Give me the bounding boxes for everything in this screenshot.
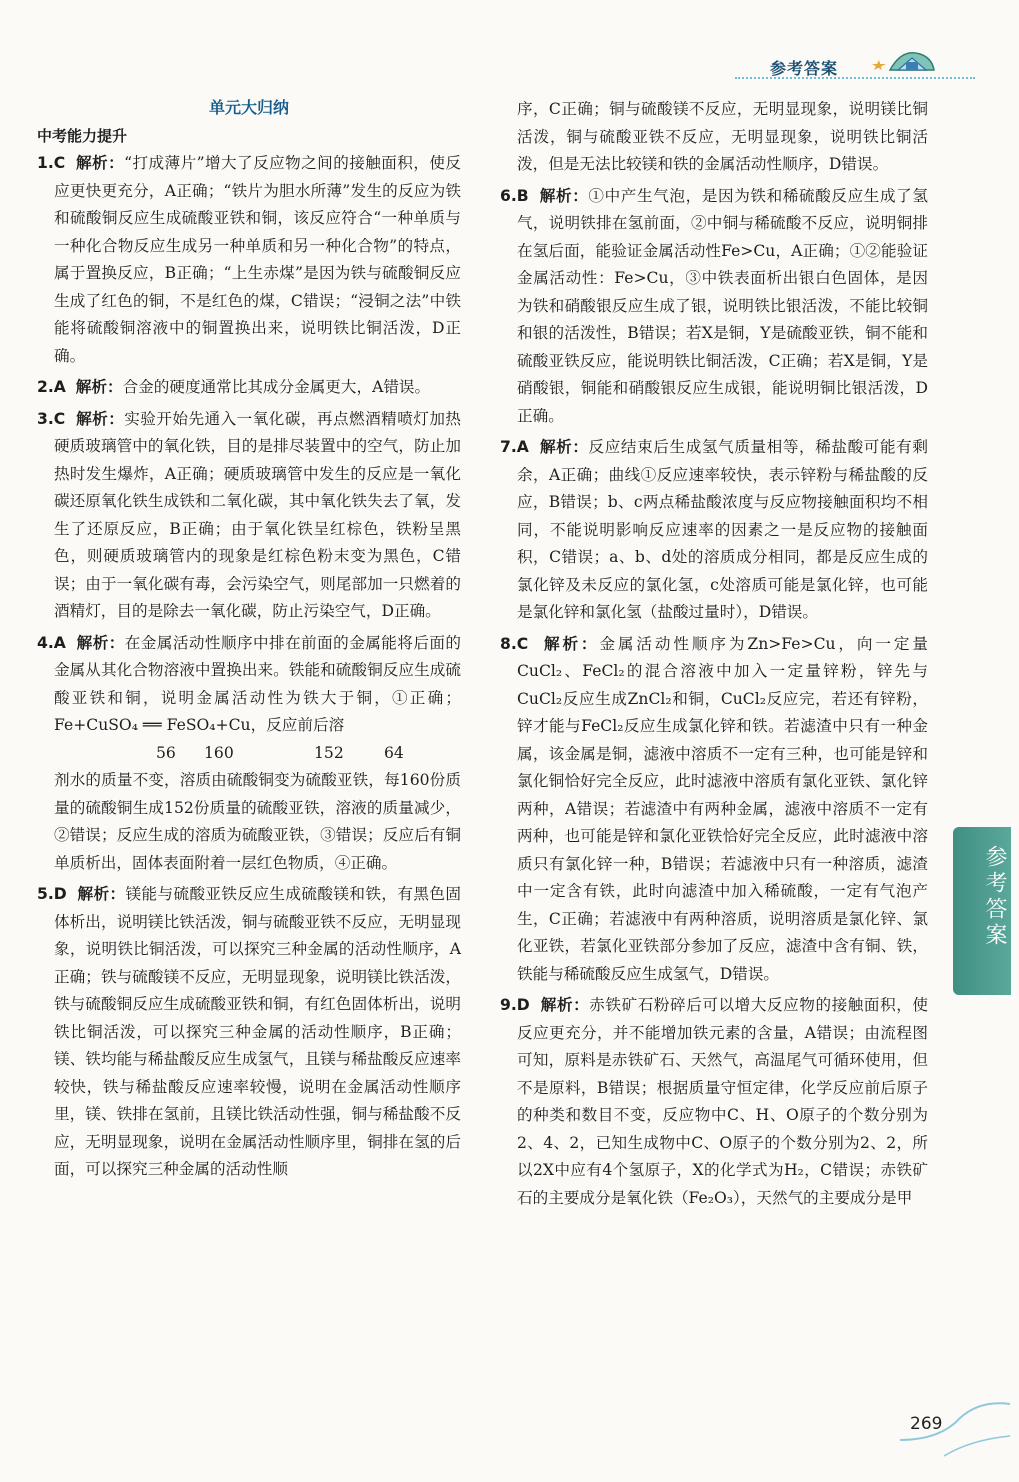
answer-item bbox=[37, 406, 461, 626]
answer-text-continued: 剂水的质量不变，溶质由硫酸铜变为硫酸亚铁，每160份质量的硫酸铜生成152份质量的硫酸亚铁，溶液的质量减少，②错误；反应生成的溶质为硫酸亚铁，③错误；反应后有铜单质析出，固体表面附着一层红色物质，④正确。 bbox=[54, 771, 461, 872]
answer-item bbox=[500, 183, 928, 431]
answer-choice: A bbox=[53, 633, 66, 652]
header-title: 参考答案 bbox=[770, 59, 839, 78]
answer-text: 镁能与硫酸亚铁反应生成硫酸镁和铁，有黑色固体析出，说明镁比铁活泼，铜与硫酸亚铁不反应，无明显现象，说明铁比铜活泼，可以探究三种金属的活动性顺序，A正确；铁与硫酸镁不反应，无明显现象，说明镁比铁活泼，铁与硫酸铜反应生成硫酸亚铁和铜，有红色固体析出，说明铁比铜活泼，可以探究三种金属的活动性顺序，B正确；镁、铁均能与稀盐酸反应生成氢气，且镁与稀盐酸反应速率较快，铁与稀盐酸反应速率较慢，说明在金属活动性顺序里，镁、铁排在氢前，且镁比铁活动性强，铜与稀盐酸不反应，无明显现象，说明在金属活动性顺序里，铜排在氢的后面，可以探究三种金属的活动性顺 bbox=[54, 885, 461, 1178]
analysis-label: 解析： bbox=[539, 438, 589, 456]
answer-number: 2. bbox=[37, 378, 54, 396]
answer-item bbox=[500, 631, 928, 989]
mass-cu: 64 bbox=[384, 743, 404, 762]
answer-text: 在金属活动性顺序中排在前面的金属能将后面的金属从其化合物溶液中置换出来。铁能和硫酸铜反应生成硫酸亚铁和铜，说明金属活动性为铁大于铜，①正确；Fe+CuSO₄ ══ FeSO₄+Cu，反应前后溶 bbox=[54, 633, 461, 734]
answer-item bbox=[37, 374, 461, 402]
answer-item bbox=[37, 630, 461, 878]
answer-choice: B bbox=[516, 186, 529, 205]
analysis-label: 解析： bbox=[76, 154, 125, 172]
answer-item bbox=[500, 434, 928, 627]
analysis-label: 解析： bbox=[543, 634, 600, 653]
analysis-label: 解析： bbox=[75, 378, 123, 396]
answer-number: 1. bbox=[37, 154, 54, 172]
answer-text: “打成薄片”增大了反应物之间的接触面积，使反应更快更充分，A正确；“铁片为胆水所薄”发生的反应为铁和硫酸铜反应生成硫酸亚铁和铜，该反应符合“一种单质与一种化合物反应生成另一种单质和另一种化合物”的特点，属于置换反应，B正确；“上生赤煤”是因为铁与硫酸铜反应生成了红色的铜，不是红色的煤，C错误；“浸铜之法”中铁能将硫酸铜溶液中的铜置换出来，说明铁比铜活泼，D正确。 bbox=[54, 154, 461, 365]
answer-number: 9. bbox=[500, 996, 517, 1014]
answer-text: 反应结束后生成氢气质量相等，稀盐酸可能有剩余，A正确；曲线①反应速率较快，表示锌粉与稀盐酸的反应，B错误；b、c两点稀盐酸浓度与反应物接触面积均不相同，不能说明影响反应速率的因素之一是反应物的接触面积，C错误；a、b、d处的溶质成分相同，都是反应生成的氯化锌及未反应的氯化氢，c处溶质可能是氯化锌，也可能是氯化锌和氯化氢（盐酸过量时），D错误。 bbox=[517, 438, 928, 621]
left-column bbox=[37, 94, 461, 1188]
answer-number: 4. bbox=[37, 633, 54, 652]
continuation-text: 序，C正确；铜与硫酸镁不反应，无明显现象，说明镁比铜活泼，铜与硫酸亚铁不反应，无明显现象，说明铁比铜活泼，但是无法比较镁和铁的金属活动性顺序，D错误。 bbox=[517, 100, 928, 173]
answer-choice: A bbox=[53, 378, 66, 396]
answer-choice: C bbox=[516, 634, 529, 653]
analysis-label: 解析： bbox=[539, 186, 589, 205]
book-logo-icon bbox=[868, 40, 940, 84]
answer-number: 5. bbox=[37, 885, 54, 903]
answer-choice: A bbox=[516, 438, 529, 456]
analysis-label: 解析： bbox=[76, 633, 125, 652]
answer-number: 7. bbox=[500, 438, 517, 456]
answer-item bbox=[37, 881, 461, 1184]
answer-number: 3. bbox=[37, 409, 54, 428]
answer-number: 8. bbox=[500, 634, 517, 653]
answer-text: 合金的硬度通常比其成分金属更大，A错误。 bbox=[122, 378, 431, 396]
answer-choice: C bbox=[53, 409, 66, 428]
side-tab-label: 参考答案 bbox=[982, 845, 1007, 949]
mass-fe: 56 bbox=[156, 743, 176, 762]
analysis-label: 解析： bbox=[540, 996, 590, 1014]
analysis-label: 解析： bbox=[77, 885, 126, 903]
answer-continuation bbox=[500, 96, 928, 179]
right-column bbox=[500, 96, 928, 1216]
mass-cuso4: 160 bbox=[204, 743, 234, 762]
answer-text: 实验开始先通入一氧化碳，再点燃酒精喷灯加热硬质玻璃管中的氧化铁，目的是排尽装置中的空气，防止加热时发生爆炸，A正确；硬质玻璃管中发生的反应是一氧化碳还原氧化铁生成铁和二氧化碳，其中氧化铁失去了氧，发生了还原反应，B正确；由于氧化铁呈红棕色，铁粉呈黑色，则硬质玻璃管内的现象是红棕色粉末变为黑色，C错误；由于一氧化碳有毒，会污染空气，则尾部加一只燃着的酒精灯，目的是除去一氧化碳，防止污染空气，D正确。 bbox=[54, 409, 461, 620]
answer-choice: C bbox=[53, 154, 66, 172]
answer-item bbox=[37, 150, 461, 370]
answer-number: 6. bbox=[500, 186, 517, 205]
answer-item bbox=[500, 992, 928, 1212]
answer-text: 赤铁矿石粉碎后可以增大反应物的接触面积，使反应更充分，并不能增加铁元素的含量，A错误；由流程图可知，原料是赤铁矿石、天然气，高温尾气可循环使用，但不是原料，B错误；根据质量守恒定律，化学反应前后原子的种类和数目不变，反应物中C、H、O原子的个数分别为2、4、2，已知生成物中C、O原子的个数分别为2、2，所以2X中应有4个氢原子，X的化学式为H₂，C错误；赤铁矿石的主要成分是氧化铁（Fe₂O₃），天然气的主要成分是甲 bbox=[517, 996, 928, 1207]
page-number: 269 bbox=[910, 1414, 943, 1434]
section-title: 单元大归纳 bbox=[208, 98, 289, 117]
answer-choice: D bbox=[53, 885, 67, 903]
relative-mass-row bbox=[54, 740, 461, 768]
answer-text: 金属活动性顺序为Zn>Fe>Cu，向一定量CuCl₂、FeCl₂的混合溶液中加入一定量锌粉，锌先与CuCl₂反应生成ZnCl₂和铜，CuCl₂反应完，若还有锌粉，锌才能与FeCl₂反应生成氯化锌和铁。若滤渣中只有一种金属，该金属是铜，滤液中溶质不一定有三种，也可能是锌和氯化铜恰好完全反应，此时滤液中溶质有氯化亚铁、氯化锌两种，A错误；若滤渣中有两种金属，滤液中溶质不一定有两种，也可能是锌和氯化亚铁恰好完全反应，此时滤液中溶质只有氯化锌一种，B错误；若滤液中只有一种溶质，滤渣中一定含有铁，此时向滤渣中加入稀硫酸，一定有气泡产生，C正确；若滤液中有两种溶质，说明溶质是氯化锌、氯化亚铁，若氯化亚铁部分参加了反应，滤渣中含有铜、铁，铁能与稀硫酸反应生成氢气，D错误。 bbox=[517, 634, 928, 983]
answer-choice: D bbox=[516, 996, 530, 1014]
analysis-label: 解析： bbox=[76, 409, 125, 428]
answer-text: ①中产生气泡，是因为铁和稀硫酸反应生成了氢气，说明铁排在氢前面，②中铜与稀硫酸不反应，说明铜排在氢后面，能验证金属活动性Fe>Cu，A正确；①②能验证金属活动性：Fe>Cu，③中铁表面析出银白色固体，是因为铁和硝酸银反应生成了银，说明铁比银活泼，不能比较铜和银的活泼性，B错误；若X是铜，Y是硫酸亚铁，铜不能和硫酸亚铁反应，能说明铁比铜活泼，C正确；若X是铜，Y是硝酸银，铜能和硝酸银反应生成银，能说明铜比银活泼，D正确。 bbox=[517, 186, 928, 425]
subheading: 中考能力提升 bbox=[37, 126, 128, 145]
mass-feso4: 152 bbox=[314, 743, 344, 762]
